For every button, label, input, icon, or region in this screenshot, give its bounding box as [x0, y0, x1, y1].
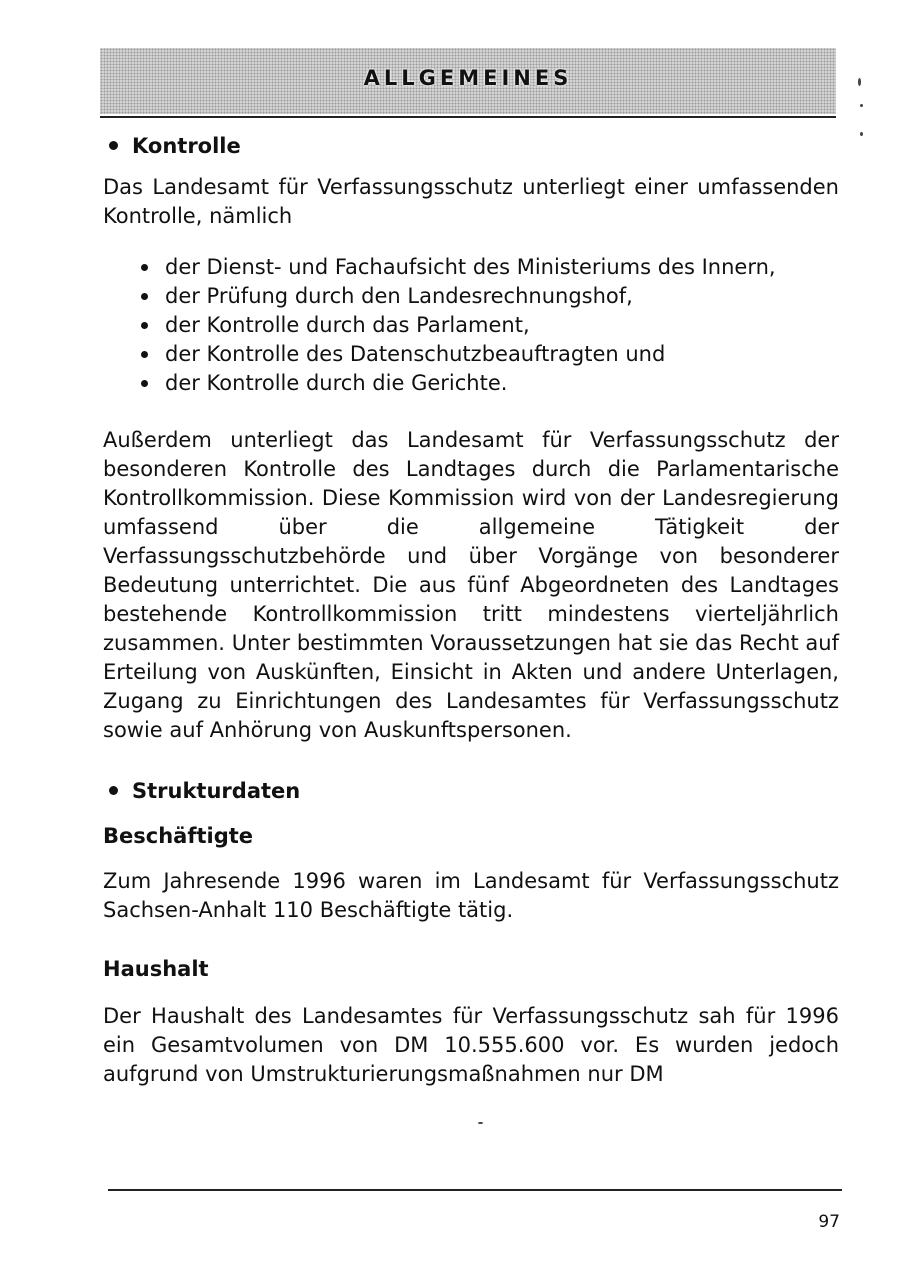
bullet-icon: [109, 141, 118, 150]
section-heading-strukturdaten: [103, 777, 839, 806]
scan-speck: [860, 104, 863, 107]
list-item-text: der Kontrolle durch das Parlament,: [165, 313, 530, 337]
bullet-icon: [141, 380, 148, 387]
section-heading-text: Kontrolle: [132, 134, 241, 158]
bullet-icon: [109, 786, 118, 795]
beschaeftigte-text: Zum Jahresende 1996 waren im Landesamt für Verfassungsschutz Sachsen-Anhalt 110 Beschäftigte tätig.: [103, 869, 839, 922]
bullet-icon: [141, 351, 148, 358]
list-item-text: der Kontrolle des Datenschutzbeauftragten und: [165, 342, 666, 366]
list-item: [139, 282, 839, 311]
bullet-icon: [141, 264, 148, 271]
kontrolle-list: [103, 253, 839, 398]
kontrolle-intro: Das Landesamt für Verfassungsschutz unterliegt einer umfassenden Kontrolle, nämlich: [103, 175, 839, 228]
subheading-haushalt: Haushalt: [103, 957, 209, 981]
kontrolle-paragraph: Außerdem unterliegt das Landesamt für Verfassungsschutz der besonderen Kontrolle des Landtages durch die Parlamentarische Kontrollkommission. Diese Kommission wird von der Landesregierung umfassend über die allgemeine Tätigkeit der Verfassungsschutzbehörde und über Vorgänge von besonderer Bedeutung unterrichtet. Die aus fünf Abgeordneten des Landtages bestehende Kontrollkommission tritt mindestens vierteljährlich zusammen. Unter bestimmten Voraussetzungen hat sie das Recht auf Erteilung von Auskünften, Einsicht in Akten und andere Unterlagen, Zugang zu Einrichtungen des Landesamtes für Verfassungsschutz sowie auf Anhörung von Auskunftspersonen.: [103, 428, 839, 742]
list-item-text: der Kontrolle durch die Gerichte.: [165, 371, 508, 395]
scan-speck: [860, 132, 863, 136]
section-heading-kontrolle: [103, 132, 839, 161]
footer-divider: [108, 1189, 842, 1191]
page-number: 97: [818, 1212, 840, 1232]
scan-speck: [858, 78, 861, 86]
list-item: [139, 340, 839, 369]
haushalt-text: Der Haushalt des Landesamtes für Verfassungsschutz sah für 1996 ein Gesamtvolumen von DM 10.555.600 vor. Es wurden jedoch aufgrund von Umstrukturierungsmaßnahmen nur DM: [103, 1004, 839, 1086]
header-divider: [100, 116, 836, 118]
scan-speck: [478, 1122, 483, 1124]
chapter-title: ALLGEMEINES: [363, 66, 573, 90]
list-item: [139, 311, 839, 340]
list-item-text: der Dienst- und Fachaufsicht des Ministeriums des Innern,: [165, 255, 776, 279]
subheading-beschaeftigte: Beschäftigte: [103, 824, 254, 848]
bullet-icon: [141, 293, 148, 300]
bullet-icon: [141, 322, 148, 329]
section-heading-text: Strukturdaten: [132, 779, 301, 803]
list-item: [139, 369, 839, 398]
list-item: [139, 253, 839, 282]
main-content: [103, 132, 839, 1089]
list-item-text: der Prüfung durch den Landesrechnungshof,: [165, 284, 633, 308]
